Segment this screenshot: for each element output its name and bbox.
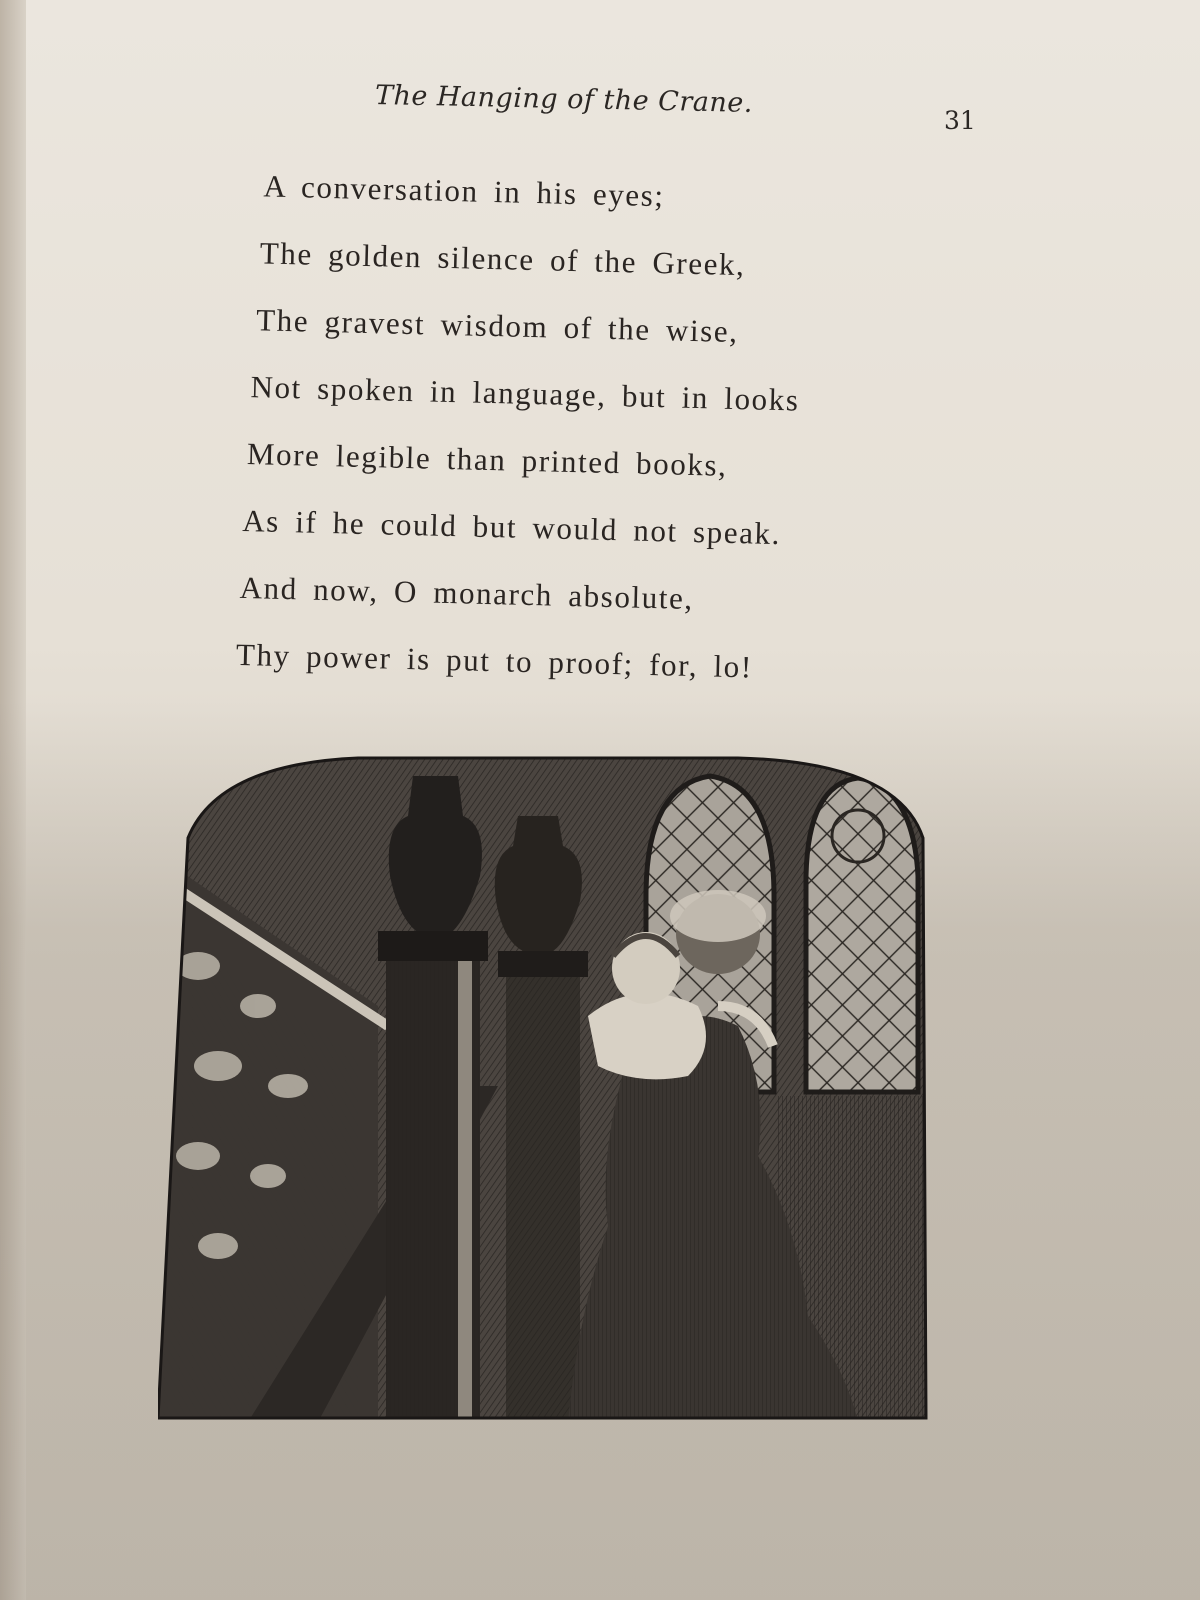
poem-line: As if he could but would not speak. bbox=[241, 502, 782, 552]
poem-line: The golden silence of the Greek, bbox=[259, 235, 746, 283]
page-number: 31 bbox=[944, 106, 976, 135]
poem-line: And now, O monarch absolute, bbox=[239, 569, 695, 617]
engraving-illustration bbox=[158, 756, 938, 1422]
poem-line: More legible than printed books, bbox=[246, 436, 728, 483]
newel-post-front bbox=[378, 776, 488, 1422]
running-head: The Hanging of the Crane. bbox=[374, 80, 754, 119]
poem-line: The gravest wisdom of the wise, bbox=[255, 302, 740, 350]
leaded-window-right bbox=[806, 778, 918, 1092]
engraving-svg bbox=[158, 756, 938, 1422]
newel-post-back bbox=[495, 816, 588, 1422]
poem-line: Not spoken in language, but in looks bbox=[250, 369, 800, 418]
poem-line: Thy power is put to proof; for, lo! bbox=[235, 636, 754, 685]
poem-line: A conversation in his eyes; bbox=[263, 168, 666, 214]
poem-stanza bbox=[235, 166, 888, 717]
